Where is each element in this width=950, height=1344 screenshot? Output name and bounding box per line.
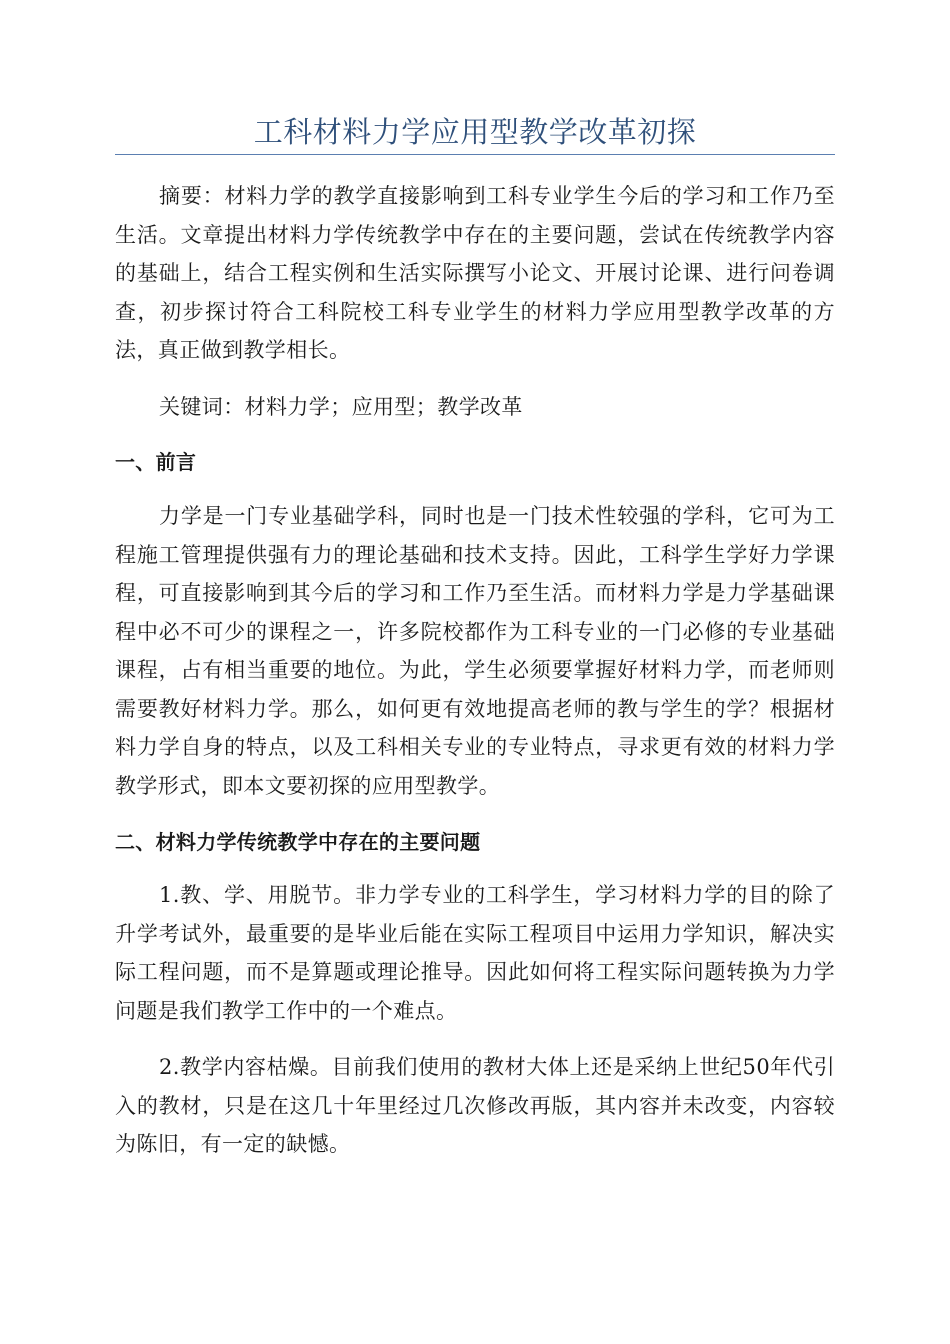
section-heading-introduction: 一、前言 <box>115 450 197 474</box>
introduction-paragraph: 力学是一门专业基础学科，同时也是一门技术性较强的学科，它可为工程施工管理提供强有力的理论基础和技术支持。因此，工科学生学好力学课程，可直接影响到其今后的学习和工作乃至生活。而材料力学是力学基础课程中必不可少的课程之一，许多院校都作为工科专业的一门必修的专业基础课程，占有相当重要的地位。为此，学生必须要掌握好材料力学，而老师则需要教好材料力学。那么，如何更有效地提高老师的教与学生的学？根据材料力学自身的特点，以及工科相关专业的专业特点，寻求更有效的材料力学教学形式，即本文要初探的应用型教学。 <box>115 504 835 798</box>
title-underline <box>115 154 835 155</box>
document-page <box>115 112 835 1164</box>
section-heading-problems: 二、材料力学传统教学中存在的主要问题 <box>115 830 481 854</box>
keywords-line: 关键词：材料力学；应用型；教学改革 <box>159 394 523 419</box>
abstract-paragraph: 摘要：材料力学的教学直接影响到工科专业学生今后的学习和工作乃至生活。文章提出材料力学传统教学中存在的主要问题，尝试在传统教学内容的基础上，结合工程实例和生活实际撰写小论文、开展讨论课、进行问卷调查，初步探讨符合工科院校工科专业学生的材料力学应用型教学改革的方法，真正做到教学相长。 <box>115 184 835 362</box>
document-title: 工科材料力学应用型教学改革初探 <box>253 115 697 149</box>
problem-point-2: 2.教学内容枯燥。目前我们使用的教材大体上还是采纳上世纪50年代引入的教材，只是在这几十年里经过几次修改再版，其内容并未改变，内容较为陈旧，有一定的缺憾。 <box>115 1055 835 1156</box>
problem-point-1: 1.教、学、用脱节。非力学专业的工科学生，学习材料力学的目的除了升学考试外，最重要的是毕业后能在实际工程项目中运用力学知识，解决实际工程问题，而不是算题或理论推导。因此如何将工程实际问题转换为力学问题是我们教学工作中的一个难点。 <box>115 883 835 1023</box>
